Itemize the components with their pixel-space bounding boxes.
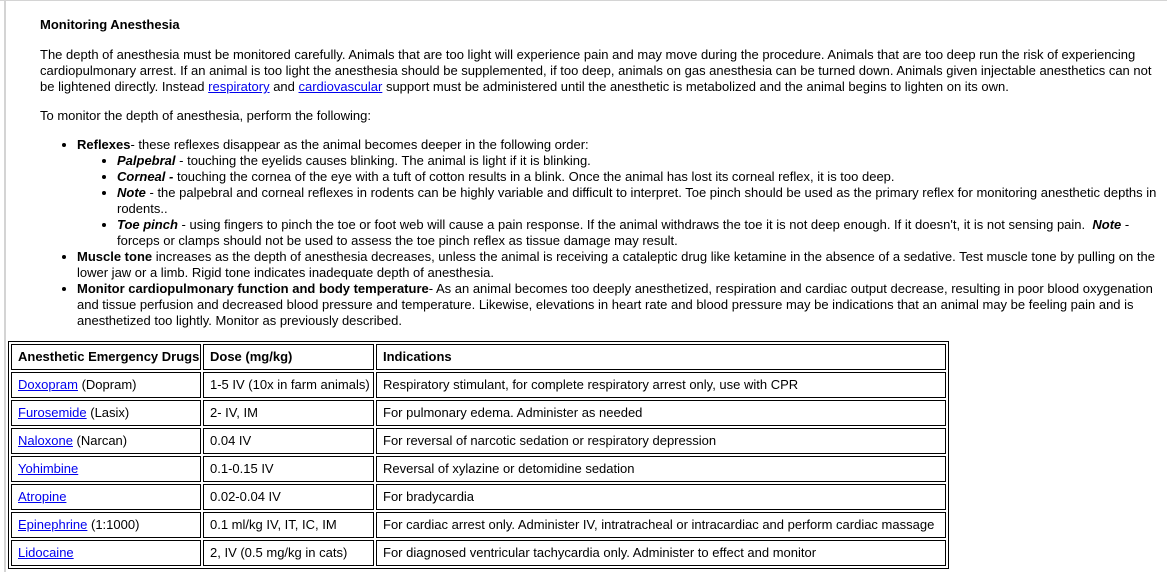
corneal-text: touching the cornea of the eye with a tuft of cotton results in a blink. Once the animal has lost its corneal reflex, it is too deep.	[173, 169, 895, 184]
bullet-cardiopulmonary	[77, 281, 1157, 329]
drug-rest: (Dopram)	[77, 377, 137, 392]
toe-pinch-note-lead: Note	[1092, 217, 1122, 232]
dose-cell: 0.02-0.04 IV	[203, 484, 374, 510]
lidocaine-link[interactable]: Lidocaine	[18, 545, 74, 560]
drug-rest: (Narcan)	[72, 433, 128, 448]
cardiopulmonary-text: - As an animal becomes too deeply anesthetized, respiration and cardiac output decrease, resulting in poor blood oxygenation and tissue perfusion and decreased blood pressure and temperature. Likewise, elevations in heart rate and blood pressure may be indications that an animal may be feeling pain and is anesthetized too lightly. Monitor as previously described.	[77, 281, 1153, 328]
drug-cell	[11, 372, 201, 398]
reflexes-lead: Reflexes	[77, 137, 131, 152]
dose-cell: 2- IV, IM	[203, 400, 374, 426]
note-text: - the palpebral and corneal reflexes in rodents can be highly variable and difficult to interpret. Toe pinch should be used as the primary reflex for monitoring anesthetic depths in rodents..	[117, 185, 1157, 216]
frame-border-left	[4, 0, 6, 572]
table-row-atropine	[11, 484, 946, 510]
table-row-yohimbine	[11, 456, 946, 482]
dose-cell: 2, IV (0.5 mg/kg in cats)	[203, 540, 374, 566]
atropine-link[interactable]: Atropine	[18, 489, 67, 504]
indication-cell: Reversal of xylazine or detomidine sedation	[376, 456, 946, 482]
intro-text-between: and	[269, 79, 299, 94]
drug-cell	[11, 512, 201, 538]
table-row-furosemide	[11, 400, 946, 426]
intro-paragraph	[40, 47, 1157, 95]
frame-border-top	[0, 0, 1167, 1]
bullet-reflexes	[77, 137, 1157, 249]
palpebral-text: - touching the eyelids causes blinking. The animal is light if it is blinking.	[175, 153, 591, 168]
header-dose: Dose (mg/kg)	[203, 344, 374, 370]
palpebral-lead: Palpebral	[117, 153, 176, 168]
muscle-tone-text: increases as the depth of anesthesia decreases, unless the animal is receiving a cataleptic drug like ketamine in the absence of a sedative. Test muscle tone by pulling on the lower jaw or a limb. Rigid tone indicates inadequate depth of anesthesia.	[77, 249, 1155, 280]
note-lead: Note	[117, 185, 146, 200]
header-drugs: Anesthetic Emergency Drugs	[11, 344, 201, 370]
respiratory-link[interactable]: respiratory	[208, 79, 270, 94]
drug-cell	[11, 400, 201, 426]
toe-pinch-text: - using fingers to pinch the toe or foot web will cause a pain response. If the animal withdraws the toe it is not deep enough. If it doesn't, it is not sensing pain.	[177, 217, 1093, 232]
intro-text-2: support must be administered until the anesthetic is metabolized and the animal begins to lighten on its own.	[382, 79, 1009, 94]
naloxone-link[interactable]: Naloxone	[18, 433, 73, 448]
indication-cell: For diagnosed ventricular tachycardia only. Administer to effect and monitor	[376, 540, 946, 566]
drug-cell	[11, 540, 201, 566]
table-row-lidocaine	[11, 540, 946, 566]
indication-cell: For reversal of narcotic sedation or respiratory depression	[376, 428, 946, 454]
cardiovascular-link[interactable]: cardiovascular	[298, 79, 383, 94]
page-title: Monitoring Anesthesia	[40, 17, 180, 32]
drug-rest: (Lasix)	[86, 405, 130, 420]
emergency-drugs-table	[8, 341, 949, 569]
drug-cell	[11, 456, 201, 482]
bullet-note	[117, 185, 1157, 217]
toe-pinch-lead: Toe pinch	[117, 217, 178, 232]
monitoring-list	[40, 137, 1157, 329]
intro-text-1: The depth of anesthesia must be monitored carefully. Animals that are too light will experience pain and may move during the procedure. Animals that are too deep run the risk of experiencing cardiopulmonary arrest. If an animal is too light the anesthesia should be supplemented, if too deep, animals on gas anesthesia can be turned down. Animals given injectable anesthetics can not be lightened directly. Instead	[40, 47, 1152, 94]
cardiopulmonary-lead: Monitor cardiopulmonary function and body temperature	[77, 281, 429, 296]
dose-cell: 0.04 IV	[203, 428, 374, 454]
reflexes-sub-list	[77, 153, 1157, 249]
reflexes-text: - these reflexes disappear as the animal becomes deeper in the following order:	[130, 137, 589, 152]
table-row-naloxone	[11, 428, 946, 454]
drug-cell	[11, 484, 201, 510]
bullet-muscle-tone	[77, 249, 1157, 281]
bullet-corneal	[117, 169, 1157, 185]
table-header-row	[11, 344, 946, 370]
corneal-lead: Corneal -	[117, 169, 174, 184]
table-row-doxopram	[11, 372, 946, 398]
dose-cell: 0.1-0.15 IV	[203, 456, 374, 482]
dose-cell: 1-5 IV (10x in farm animals)	[203, 372, 374, 398]
indication-cell: For cardiac arrest only. Administer IV, intratracheal or intracardiac and perform cardiac massage	[376, 512, 946, 538]
toe-pinch-note-text: - forceps or clamps should not be used to assess the toe pinch reflex as tissue damage may result.	[117, 217, 1130, 248]
indication-cell: For pulmonary edema. Administer as needed	[376, 400, 946, 426]
monitor-intro-line: To monitor the depth of anesthesia, perform the following:	[40, 108, 371, 123]
drug-rest: (1:1000)	[87, 517, 140, 532]
drug-cell	[11, 428, 201, 454]
header-indications: Indications	[376, 344, 946, 370]
furosemide-link[interactable]: Furosemide	[18, 405, 87, 420]
muscle-tone-lead: Muscle tone	[77, 249, 153, 264]
dose-cell: 0.1 ml/kg IV, IT, IC, IM	[203, 512, 374, 538]
indication-cell: For bradycardia	[376, 484, 946, 510]
indication-cell: Respiratory stimulant, for complete respiratory arrest only, use with CPR	[376, 372, 946, 398]
table-row-epinephrine	[11, 512, 946, 538]
epinephrine-link[interactable]: Epinephrine	[18, 517, 88, 532]
doxopram-link[interactable]: Doxopram	[18, 377, 78, 392]
bullet-palpebral	[117, 153, 1157, 169]
yohimbine-link[interactable]: Yohimbine	[18, 461, 79, 476]
bullet-toe-pinch	[117, 217, 1157, 249]
